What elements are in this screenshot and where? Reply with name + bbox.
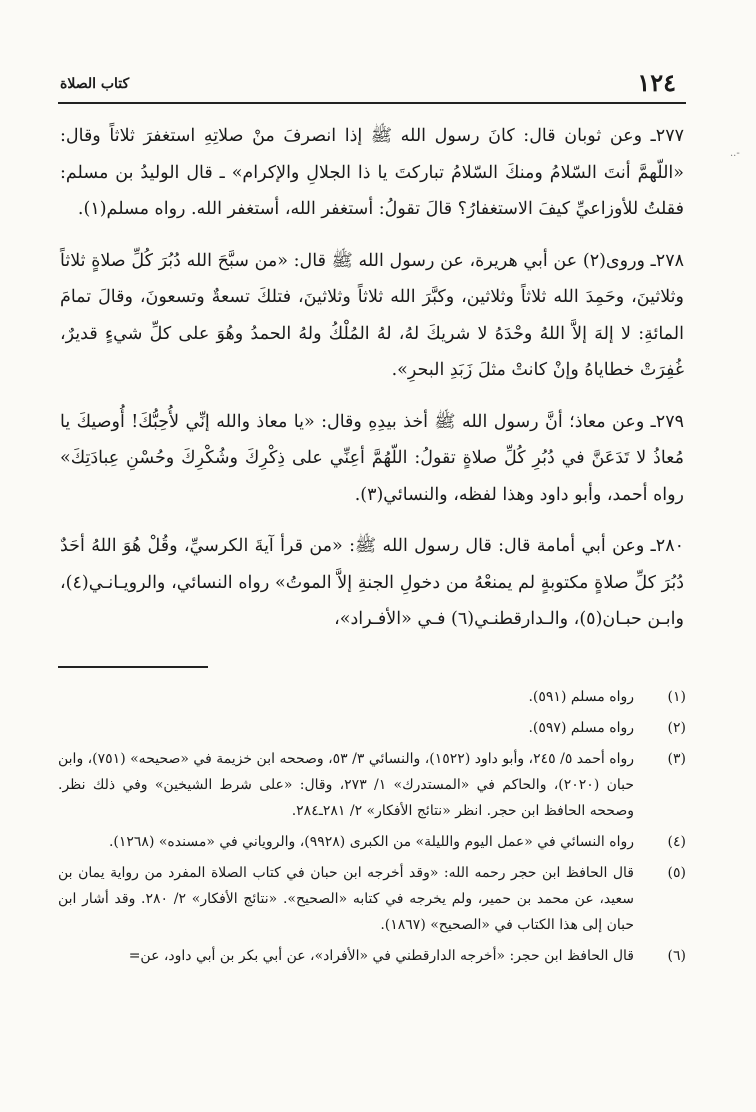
footnote-1 bbox=[58, 684, 686, 710]
footnote-number: (٤) bbox=[667, 833, 686, 850]
footnote-number: (٣) bbox=[667, 750, 686, 767]
footnote-number: (٦) bbox=[667, 947, 686, 964]
footnote-separator bbox=[58, 666, 208, 668]
footnote-4 bbox=[58, 829, 686, 855]
hadith-280: ٢٨٠ـ وعن أبي أمامة قال: قال رسول الله ﷺ: «من قرأ آيةَ الكرسيِّ، وقُلْ هُوَ اللهُ أحَدٌ دُبُرَ كلِّ صلاةٍ مكتوبةٍ لم يمنعْهُ من دخولِ الجنةِ إلاَّ الموتُ» رواه النسائي، والرويـانـي(٤)، وابـن حبـان(٥)، والـدارقطنـي(٦) فـي «الأفـراد»، bbox=[60, 536, 684, 629]
footnote-text: رواه مسلم (٥٩١). bbox=[528, 688, 634, 705]
book-title: كتاب الصلاة bbox=[60, 76, 130, 92]
page-header bbox=[58, 62, 686, 104]
hadith-278: ٢٧٨ـ وروى(٢) عن أبي هريرة، عن رسول الله ﷺ قال: «من سبَّحَ الله دُبُرَ كُلِّ صلاةٍ ثلاثاً وثلاثينَ، وحَمِدَ الله ثلاثاً وثلاثين، وكبَّرَ الله ثلاثاً وثلاثينَ، فتلكَ تسعةٌ وتسعونَ، وقالَ تمامَ المائةِ: لا إلهَ إلاَّ اللهُ وحْدَهُ لا شريكَ لهُ، لهُ المُلْكُ ولهُ الحمدُ وهُوَ على كلِّ شيءٍ قديرٌ، غُفِرَتْ خطاياهُ وإنْ كانتْ مثلَ زَبَدِ البحرِ». bbox=[60, 250, 684, 380]
book-page bbox=[58, 62, 686, 1092]
hadith-277: ٢٧٧ـ وعن ثوبان قال: كانَ رسول الله ﷺ إذا انصرفَ منْ صلاتِهِ استغفرَ ثلاثاً وقال: «اللّهمَّ أنتَ السّلامُ ومنكَ السّلامُ تباركتَ يا ذا الجلالِ والإكرام» ـ قال الوليدُ بن مسلم: فقلتُ للأوزاعيِّ كيفَ الاستغفارُ؟ قالَ تقولُ: أستغفر الله، أستغفر الله. رواه مسلم(١). bbox=[60, 126, 684, 219]
footnote-text: قال الحافظ ابن حجر: «أخرجه الدارقطني في «الأفراد»، عن أبي بكر بن أبي داود، عن= bbox=[128, 947, 634, 964]
footnote-3 bbox=[58, 746, 686, 824]
footnote-number: (١) bbox=[667, 688, 686, 705]
footnote-text: رواه النسائي في «عمل اليوم والليلة» من الكبرى (٩٩٢٨)، والروياني في «مسنده» (١٢٦٨). bbox=[108, 833, 634, 850]
footnote-text: قال الحافظ ابن حجر رحمه الله: «وقد أخرجه ابن حبان في كتاب الصلاة المفرد من رواية يمان بن سعيد، عن محمد بن حمير، ولم يخرجه في كتابه «الصحيح». «نتائج الأفكار» ٢/ ٢٨٠. وقد أشار ابن حبان إلى هذا الكتاب في «الصحيح» (١٨٦٧). bbox=[58, 864, 634, 933]
footnote-text: رواه أحمد ٥/ ٢٤٥، وأبو داود (١٥٢٢)، والنسائي ٣/ ٥٣، وصححه ابن خزيمة في «صحيحه» (٧٥١)، وابن حبان (٢٠٢٠)، والحاكم في «المستدرك» ١/ ٢٧٣، وقال: «على شرط الشيخين» وفي ذلك نظر. وصححه الحافظ ابن حجر. انظر «نتائج الأفكار» ٢/ ٢٨١ـ٢٨٤. bbox=[58, 750, 634, 819]
footnote-text: رواه مسلم (٥٩٧). bbox=[528, 719, 634, 736]
margin-mark: ..- bbox=[730, 148, 740, 159]
footnote-5 bbox=[58, 860, 686, 938]
hadith-279: ٢٧٩ـ وعن معاذ؛ أنَّ رسول الله ﷺ أخذ بيدِهِ وقال: «يا معاذ والله إنِّي لأُحِبُّكَ! أُوصيكَ يا مُعاذُ لا تَدَعَنَّ في دُبُرِ كُلِّ صلاةٍ تقولُ: اللّهُمَّ أعِنِّي على ذِكْرِكَ وشُكْرِكَ وحُسْنِ عِبادَتِكَ» رواه أحمد، وأبو داود وهذا لفظه، والنسائي(٣). bbox=[60, 411, 684, 505]
footnote-6 bbox=[58, 943, 686, 969]
footnotes bbox=[58, 684, 686, 969]
footnote-number: (٢) bbox=[667, 719, 686, 736]
footnote-2 bbox=[58, 715, 686, 741]
footnote-number: (٥) bbox=[667, 864, 686, 881]
page-number: ١٢٤ bbox=[637, 68, 676, 97]
